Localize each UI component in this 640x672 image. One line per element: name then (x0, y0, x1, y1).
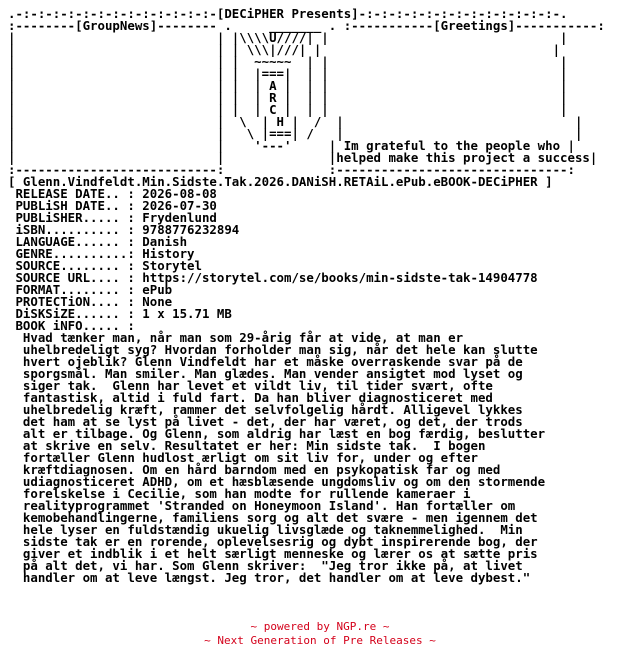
footer-tagline: ~ Next Generation of Pre Releases ~ (204, 634, 436, 647)
nfo-line: siger tak. Glenn har levet et vildt liv, til tider svært, ofte (8, 378, 493, 393)
nfo-line: LANGUAGE...... : Danish (8, 234, 188, 249)
nfo-line: PUBLiSH DATE.. : 2026-07-30 (8, 198, 217, 213)
nfo-line: PROTECTiON.... : None (8, 294, 173, 309)
nfo-line: udiagnosticeret ADHD, om et hæsblæsende ungdomsliv og om den stormende (8, 474, 546, 489)
nfo-line: SOURCE........ : Storytel (8, 258, 202, 273)
nfo-line: på alt det, vi har. Som Glenn skriver: "Jeg tror ikke på, at livet (8, 558, 523, 573)
nfo-line: kræftdiagnosen. Om en hård barndom med en psykopatisk far og med (8, 462, 501, 477)
nfo-line: | | |\\\\U////| | | (8, 30, 568, 45)
nfo-line: | | | | R | | | | (8, 90, 568, 105)
nfo-line: hvert ojeblik? Glenn Vindfeldt har et måske overraskende svar på de (8, 354, 523, 369)
nfo-line: handler om at leve længst. Jeg tror, det handler om at leve dybest." (8, 570, 531, 585)
nfo-line: uhelbredelig kræft, rammer det selvfolgelig hårdt. Alligevel lykkes (8, 402, 523, 417)
nfo-text-block (8, 8, 605, 584)
nfo-line: | | | ~~~~~ | | | (8, 54, 568, 69)
footer (0, 620, 640, 648)
nfo-line: PUBLiSHER..... : Frydenlund (8, 210, 217, 225)
nfo-line: | | | | C | | | | (8, 102, 568, 117)
nfo-line: | | \ |===| / | | (8, 126, 583, 141)
nfo-line: sporgsmål. Man smiler. Man glædes. Man vender ansigtet mod lyset og (8, 366, 523, 381)
nfo-line: | | '---' | Im grateful to the people who | (8, 138, 575, 153)
nfo-line: | | \ | H | / | | (8, 114, 583, 129)
nfo-line: | | | |===| | | | (8, 66, 568, 81)
nfo-line: det ham at se lyst på livet - det, der har været, og det, der trods (8, 414, 523, 429)
footer-powered-by: ~ powered by NGP.re ~ (250, 620, 390, 633)
nfo-line: at skrive en selv. Resultatet er her: Min sidste tak. I bogen (8, 438, 486, 453)
nfo-line: realityprogrammet 'Stranded on Honeymoon Island'. Han fortæller om (8, 498, 516, 513)
nfo-line: RELEASE DATE.. : 2026-08-08 (8, 186, 217, 201)
nfo-line: iSBN.......... : 9788776232894 (8, 222, 240, 237)
nfo-line: forelskelse i Cecilie, som han modte for rullende kameraer i (8, 486, 471, 501)
nfo-line: | | |helped make this project a success| (8, 150, 598, 165)
nfo-line: SOURCE URL.... : https://storytel.com/se/books/min-sidste-tak-14904778 (8, 270, 538, 285)
nfo-line: fantastisk, altid i fuld fart. Da han bliver diagnosticeret med (8, 390, 493, 405)
nfo-line: | | | | A | | | | (8, 78, 568, 93)
nfo-line: giver et indblik i et helt særligt menneske og lærer os at sætte pris (8, 546, 538, 561)
nfo-line: FORMAT........ : ePub (8, 282, 173, 297)
nfo-line: sidste tak er en rorende, oplevelsesrig og dybt inspirerende bog, der (8, 534, 538, 549)
nfo-line: :--------[GroupNews]-------- . _______ . :-----------[Greetings]-----------: (8, 18, 605, 33)
nfo-line: alt er tilbage. Og Glenn, som aldrig har læst en bog færdig, beslutter (8, 426, 546, 441)
nfo-line: hele lyser en fuldstændig ukuelig livsglæde og taknemmelighed. Min (8, 522, 523, 537)
nfo-line: .-:-:-:-:-:-:-:-:-:-:-:-:-:-[DECiPHER Presents]-:-:-:-:-:-:-:-:-:-:-:-:-:-. (8, 6, 568, 21)
nfo-line: kemobehandlingerne, familiens sorg og alt det svære - men igennem det (8, 510, 538, 525)
nfo-line: Hvad tænker man, når man som 29-årig får at vide, at man er (8, 330, 464, 345)
nfo-line: GENRE..........: History (8, 246, 195, 261)
nfo-line: | | | \\\|///| | | (8, 42, 561, 57)
nfo-line: fortæller Glenn hudlost ærligt om sit liv for, under og efter (8, 450, 478, 465)
nfo-line: uhelbredeligt syg? Hvordan forholder man sig, når det hele kan slutte (8, 342, 538, 357)
nfo-line: :---------------------------: :-------------------------------: (8, 162, 575, 177)
nfo-line: [ Glenn.Vindfeldt.Min.Sidste.Tak.2026.DANiSH.RETAiL.ePub.eBOOK-DECiPHER ] (8, 174, 553, 189)
nfo-line: DiSKSiZE...... : 1 x 15.71 MB (8, 306, 232, 321)
nfo-line: BOOK iNFO..... : (8, 318, 135, 333)
